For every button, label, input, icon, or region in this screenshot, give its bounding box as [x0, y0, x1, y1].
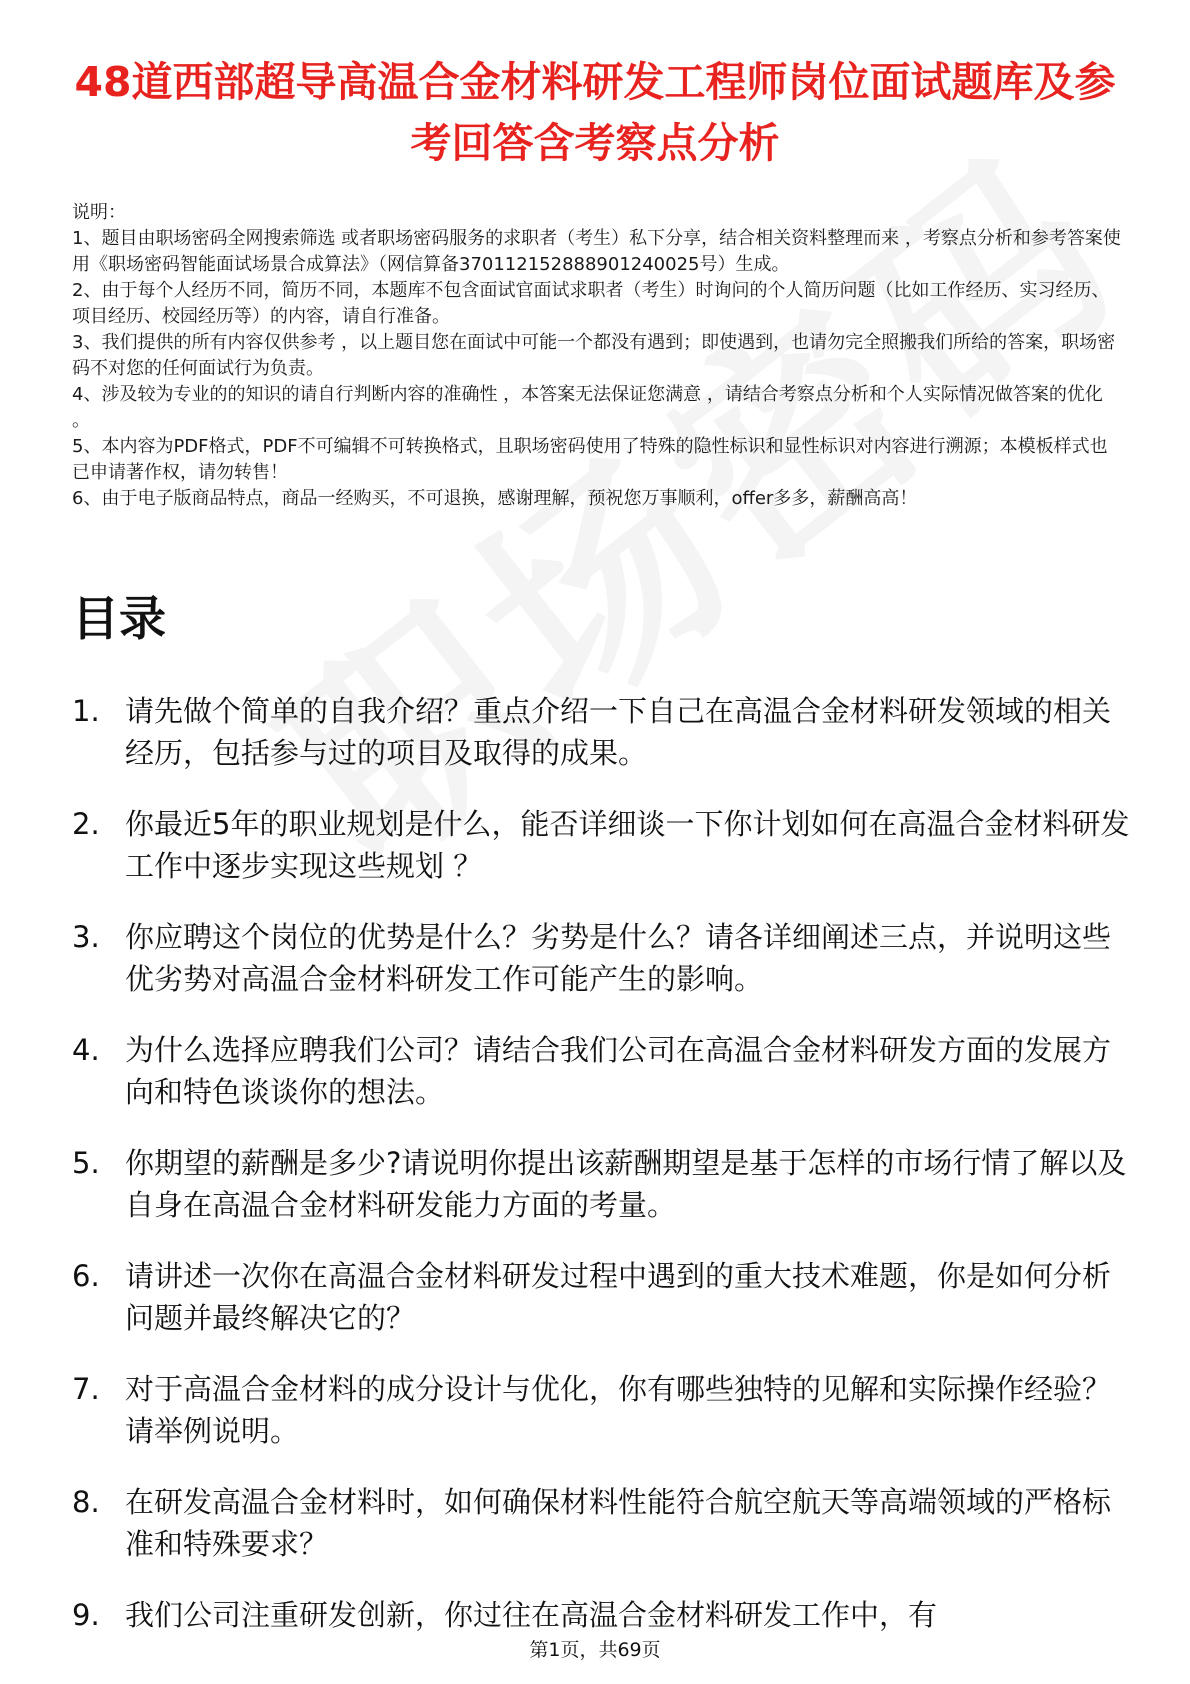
note-item: 3、我们提供的所有内容仅供参考 ，以上题目您在面试中可能一个都没有遇到；即使遇到，也请勿完全照搬我们所给的答案，职场密码不对您的任何面试行为负责。 — [72, 332, 1116, 379]
toc-item-number: 3. — [72, 920, 100, 954]
page-footer: 第1页，共69页 — [529, 1639, 661, 1661]
notes-section — [72, 200, 1122, 512]
toc-item-text: 对于高温合金材料的成分设计与优化，你有哪些独特的见解和实际操作经验？请举例说明。 — [125, 1372, 1112, 1448]
toc-item[interactable] — [72, 1368, 1132, 1452]
toc-item[interactable] — [72, 1481, 1132, 1565]
note-item: 4、涉及较为专业的的知识的请自行判断内容的准确性 ，本答案无法保证您满意 ，请结合考察点分析和个人实际情况做答案的优化 。 — [72, 384, 1103, 431]
toc-item[interactable] — [72, 1142, 1132, 1226]
toc-item-text: 你最近5年的职业规划是什么，能否详细谈一下你计划如何在高温合金材料研发工作中逐步实现这些规划 ？ — [125, 807, 1130, 883]
toc-item-number: 5. — [72, 1146, 100, 1180]
toc-item-number: 8. — [72, 1485, 100, 1519]
toc-list — [72, 690, 1132, 1665]
toc-item[interactable] — [72, 1594, 1132, 1636]
toc-item-text: 在研发高温合金材料时，如何确保材料性能符合航空航天等高端领域的严格标准和特殊要求？ — [125, 1485, 1112, 1561]
toc-item-text: 为什么选择应聘我们公司？请结合我们公司在高温合金材料研发方面的发展方向和特色谈谈你的想法。 — [125, 1033, 1112, 1109]
toc-item-number: 9. — [72, 1598, 100, 1632]
toc-heading: 目录 — [72, 592, 166, 647]
note-item: 6、由于电子版商品特点，商品一经购买，不可退换，感谢理解，预祝您万事顺利，offer多多，薪酬高高！ — [72, 488, 918, 509]
toc-item-text: 我们公司注重研发创新，你过往在高温合金材料研发工作中，有 — [125, 1598, 938, 1632]
toc-item-text: 你期望的薪酬是多少?请说明你提出该薪酬期望是基于怎样的市场行情了解以及自身在高温合金材料研发能力方面的考量。 — [125, 1146, 1127, 1222]
toc-item-number: 6. — [72, 1259, 100, 1293]
notes-heading: 说明： — [72, 202, 126, 223]
toc-item-number: 1. — [72, 694, 100, 728]
toc-item[interactable] — [72, 916, 1132, 1000]
toc-item-text: 你应聘这个岗位的优势是什么？劣势是什么？请各详细阐述三点，并说明这些优劣势对高温合金材料研发工作可能产生的影响。 — [125, 920, 1112, 996]
toc-item-number: 4. — [72, 1033, 100, 1067]
toc-item[interactable] — [72, 1255, 1132, 1339]
toc-item[interactable] — [72, 690, 1132, 774]
toc-item-number: 7. — [72, 1372, 100, 1406]
toc-item-text: 请讲述一次你在高温合金材料研发过程中遇到的重大技术难题，你是如何分析问题并最终解决它的？ — [125, 1259, 1112, 1335]
toc-item-number: 2. — [72, 807, 100, 841]
document-title: 48道西部超导高温合金材料研发工程师岗位面试题库及参考回答含考察点分析 — [74, 58, 1116, 167]
note-item: 5、本内容为PDF格式，PDF不可编辑不可转换格式，且职场密码使用了特殊的隐性标识和显性标识对内容进行溯源；本模板样式也已申请著作权，请勿转售！ — [72, 436, 1108, 483]
toc-item-text: 请先做个简单的自我介绍？重点介绍一下自己在高温合金材料研发领域的相关经历，包括参与过的项目及取得的成果。 — [125, 694, 1112, 770]
toc-item[interactable] — [72, 1029, 1132, 1113]
toc-item[interactable] — [72, 803, 1132, 887]
note-item: 1、题目由职场密码全网搜索筛选 或者职场密码服务的求职者（考生）私下分享，结合相关资料整理而来 ，考察点分析和参考答案使用《职场密码智能面试场景合成算法》（网信算备370112152888901240025号）生成。 — [72, 228, 1121, 275]
note-item: 2、由于每个人经历不同，简历不同，本题库不包含面试官面试求职者（考生）时询问的个人简历问题（比如工作经历、实习经历、项目经历、校园经历等）的内容，请自行准备。 — [72, 280, 1110, 327]
